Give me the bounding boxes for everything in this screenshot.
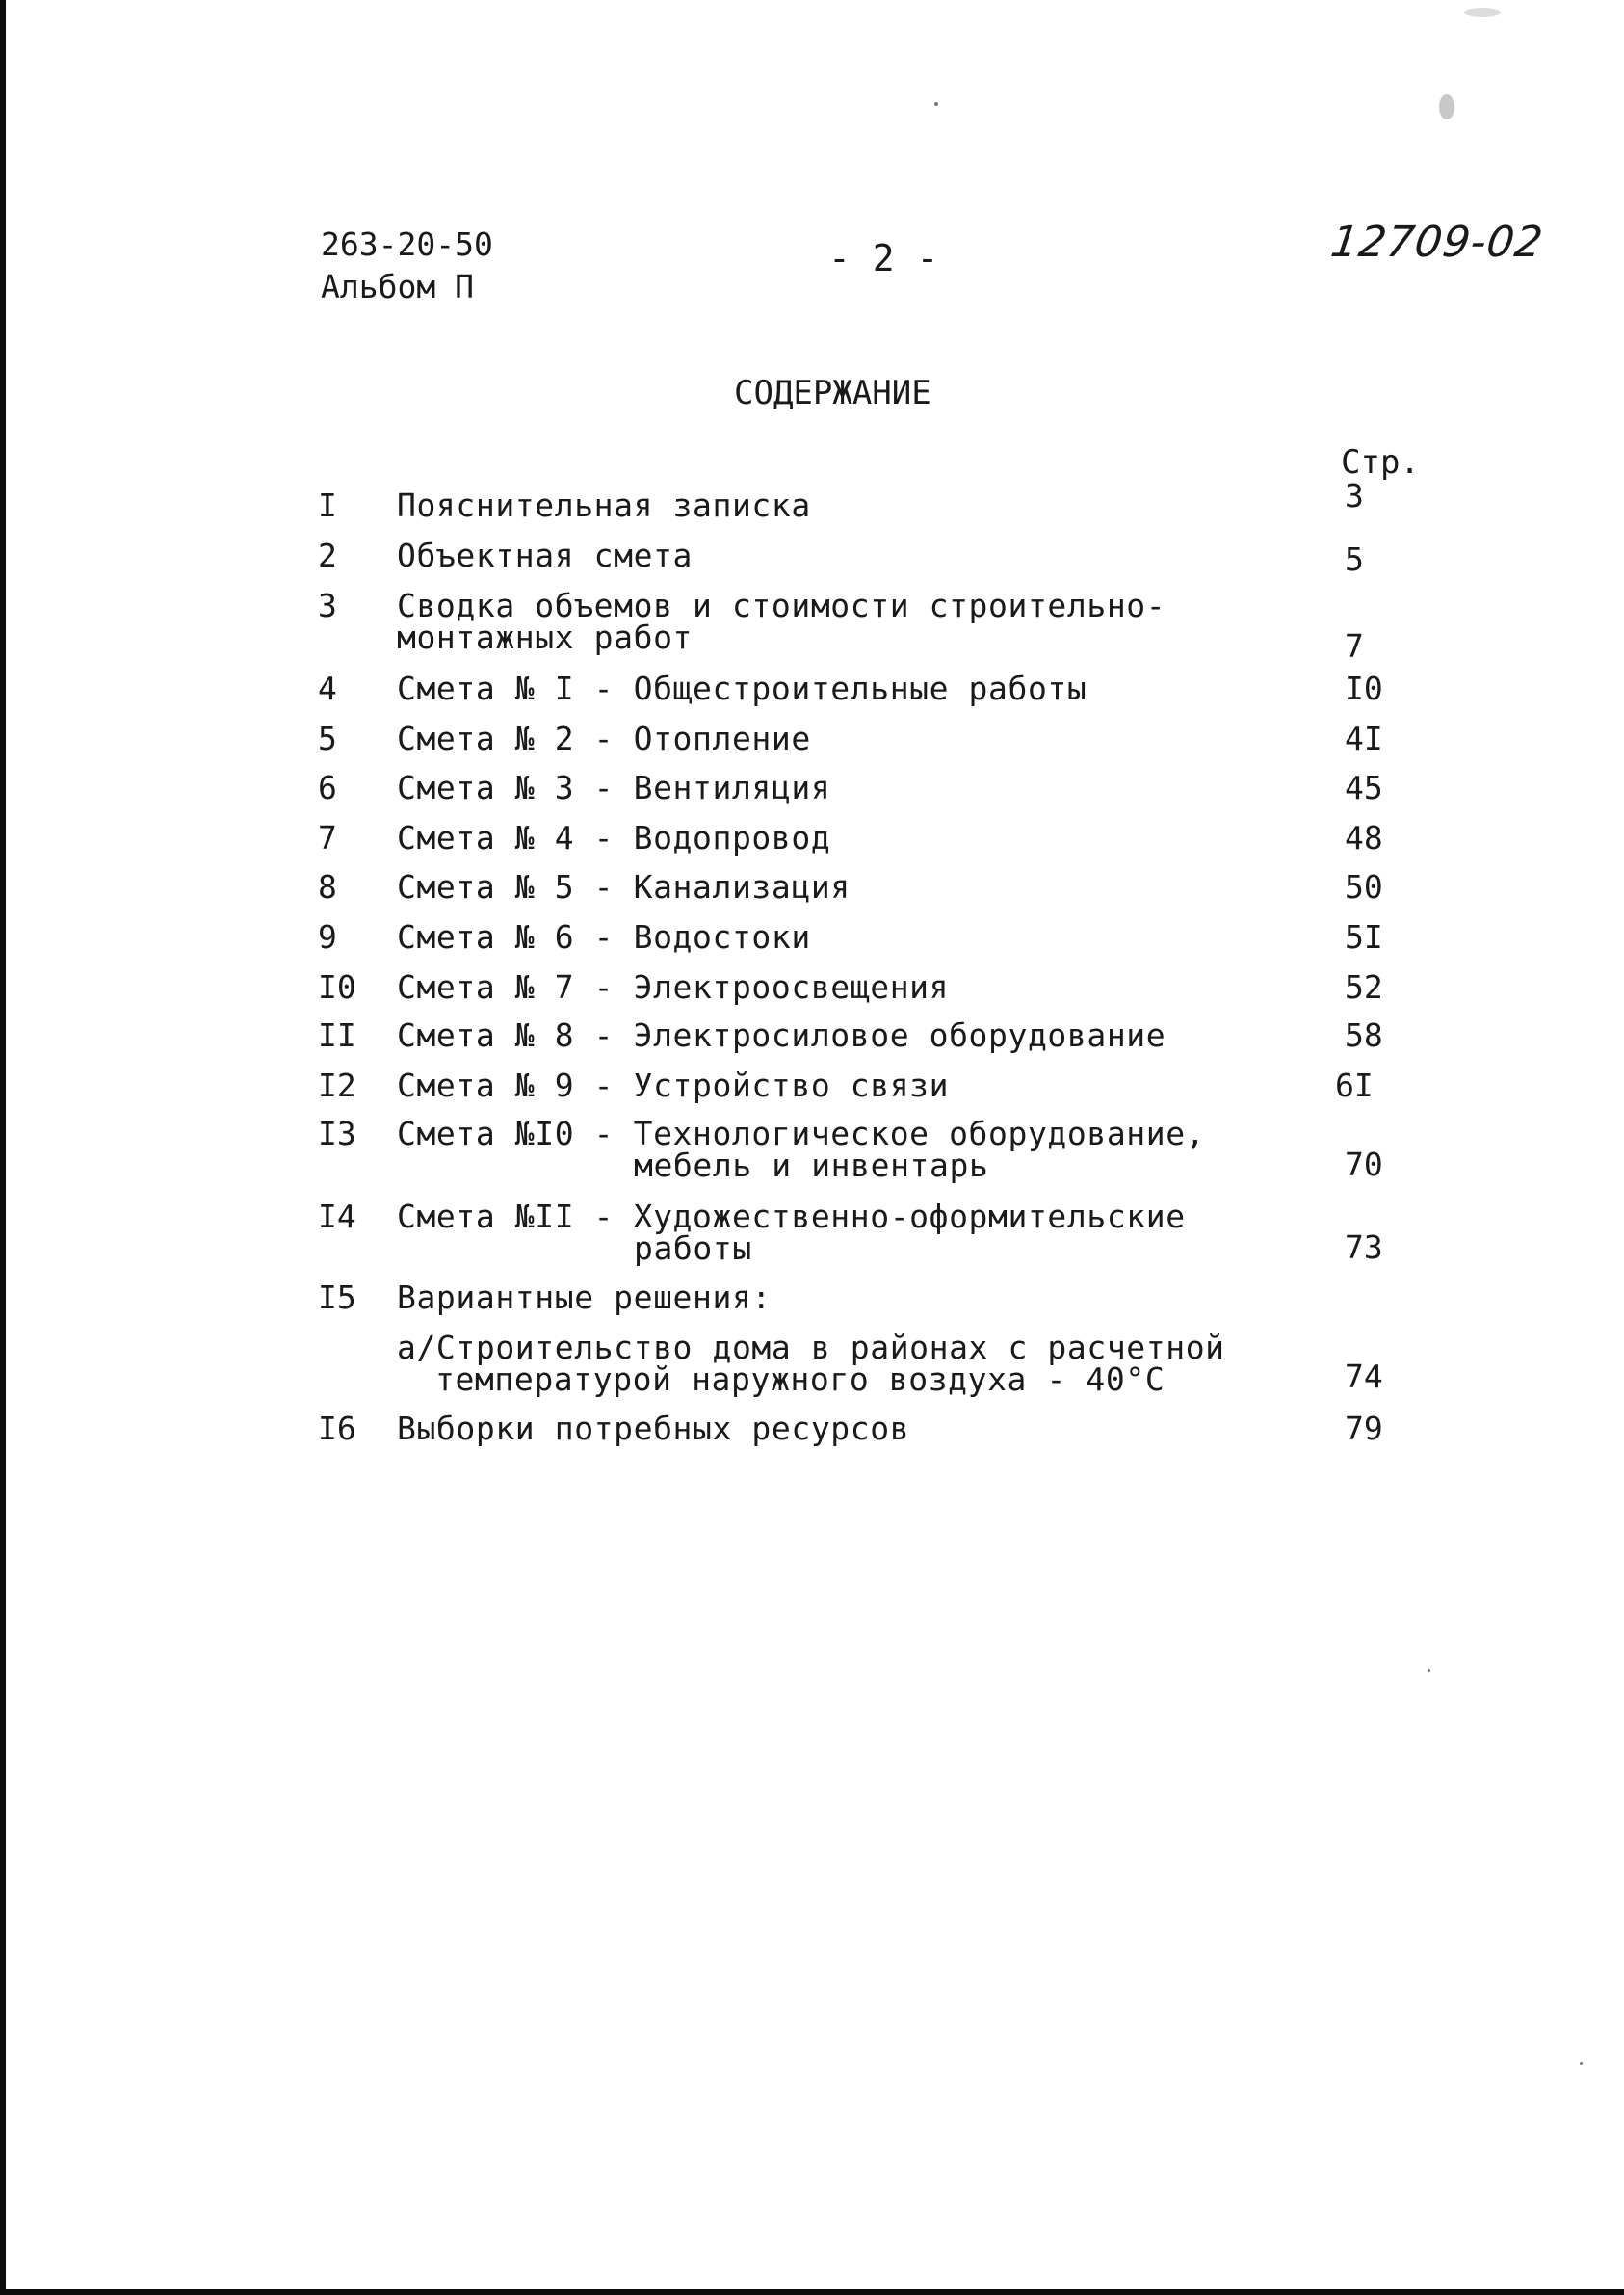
toc-number: I0	[318, 968, 356, 1006]
scan-speck	[1464, 8, 1501, 17]
toc-page: 7	[1345, 627, 1364, 665]
toc-number: I4	[318, 1198, 356, 1235]
toc-page: 45	[1345, 769, 1383, 806]
toc-text: Смета № 4 - Водопровод	[397, 819, 831, 857]
toc-page: 5I	[1345, 918, 1383, 956]
toc-page: 4I	[1345, 720, 1383, 757]
toc-text: Смета №I0 - Технологическое оборудование,	[397, 1115, 1206, 1152]
toc-number: I5	[318, 1279, 356, 1316]
toc-page: 5	[1345, 541, 1364, 578]
toc-text: Смета № 6 - Водостоки	[397, 918, 811, 956]
toc-text: Смета № 2 - Отопление	[397, 720, 811, 757]
toc-number: I3	[318, 1115, 356, 1152]
toc-text: Смета № 9 - Устройство связи	[397, 1067, 950, 1104]
toc-page: 79	[1345, 1410, 1383, 1447]
toc-page: 73	[1345, 1228, 1383, 1266]
toc-text: Смета №II - Художественно-оформительские	[397, 1198, 1186, 1235]
scan-speck	[1580, 2062, 1583, 2065]
toc-number: 4	[318, 670, 337, 707]
toc-text-continued: температурой наружного воздуха - 40°С	[435, 1360, 1166, 1398]
toc-number: 7	[318, 819, 337, 857]
toc-text: Выборки потребных ресурсов	[397, 1410, 910, 1447]
toc-text-continued: монтажных работ	[397, 619, 694, 656]
toc-text: Смета № 8 - Электросиловое оборудование	[397, 1016, 1166, 1054]
toc-number: I6	[318, 1410, 356, 1447]
toc-text: а/Строительство дома в районах с расчетной	[397, 1329, 1225, 1366]
toc-number: I	[318, 487, 337, 524]
scan-edge-left	[0, 0, 6, 2295]
toc-number: 2	[318, 537, 337, 574]
toc-page: 70	[1345, 1146, 1383, 1183]
toc-text: Пояснительная записка	[397, 487, 811, 524]
page-number: - 2 -	[828, 237, 939, 279]
toc-number: I2	[318, 1067, 356, 1104]
toc-number: 3	[318, 587, 337, 624]
scan-speck	[1439, 94, 1454, 119]
handwritten-reference: 12709-02	[1327, 218, 1547, 267]
toc-text: Объектная смета	[397, 537, 694, 574]
scan-speck	[1428, 1669, 1430, 1672]
album-label: Альбом П	[321, 268, 474, 305]
toc-number: II	[318, 1016, 356, 1054]
toc-text: Смета № 5 - Канализация	[397, 868, 851, 906]
toc-text-continued: работы	[634, 1229, 752, 1267]
toc-page: 52	[1345, 968, 1383, 1006]
toc-text: Вариантные решения:	[397, 1279, 772, 1316]
toc-text: Смета № 7 - Электроосвещения	[397, 968, 950, 1006]
toc-page: I0	[1345, 670, 1383, 707]
toc-page: 50	[1345, 868, 1383, 906]
toc-number: 8	[318, 868, 337, 906]
page-title: СОДЕРЖАНИЕ	[734, 374, 931, 412]
toc-page: 48	[1345, 819, 1383, 857]
toc-number: 6	[318, 769, 337, 806]
scan-speck	[934, 102, 938, 106]
toc-page: 6I	[1335, 1067, 1374, 1104]
document-header-left	[321, 224, 493, 308]
toc-number: 9	[318, 918, 337, 956]
toc-page: 74	[1345, 1358, 1383, 1395]
toc-text: Смета № 3 - Вентиляция	[397, 769, 831, 806]
document-code: 263-20-50	[321, 225, 493, 263]
toc-number: 5	[318, 720, 337, 757]
toc-page: 58	[1345, 1016, 1383, 1054]
scan-edge-bottom	[0, 2289, 1624, 2295]
toc-text-continued: мебель и инвентарь	[634, 1147, 989, 1184]
toc-text: Сводка объемов и стоимости строительно-	[397, 587, 1166, 624]
toc-text: Смета № I - Общестроительные работы	[397, 670, 1087, 707]
page-column-header: Стр.	[1341, 443, 1420, 482]
toc-page: 3	[1345, 477, 1364, 514]
